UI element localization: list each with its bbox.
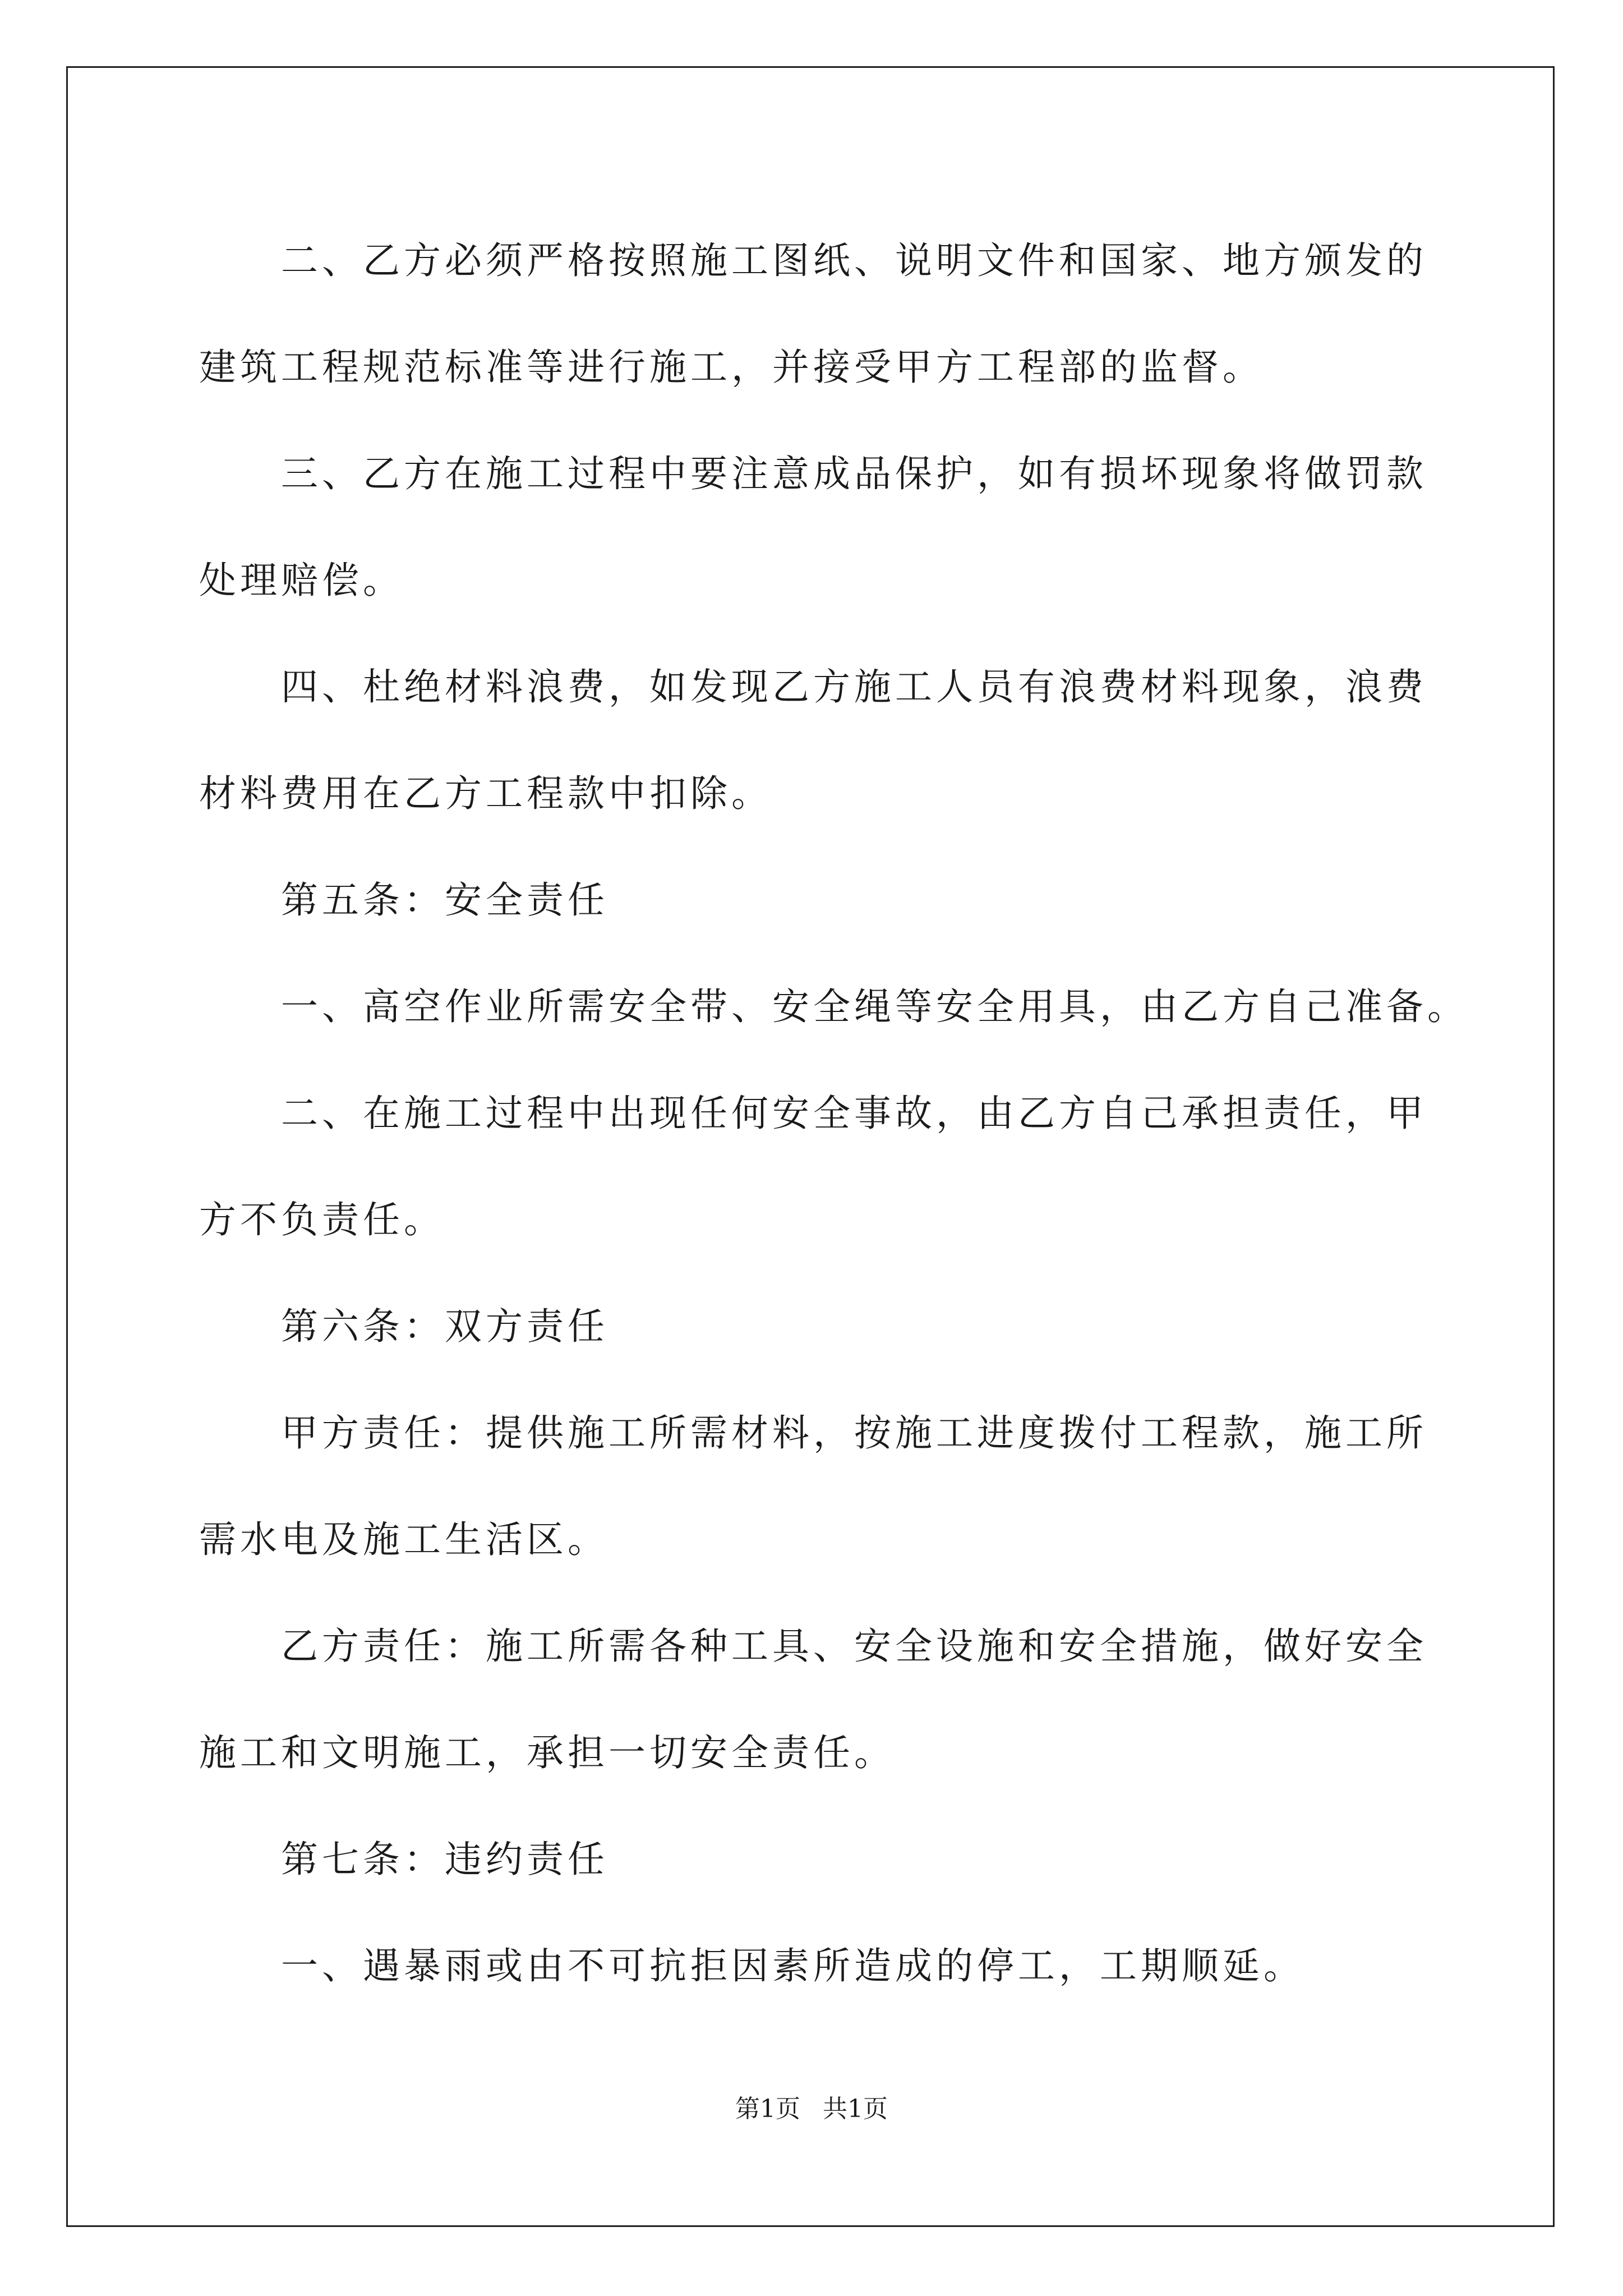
document-body xyxy=(199,208,1468,2019)
section-heading: 第六条：双方责任 xyxy=(281,1305,608,1348)
clause-line: 甲方责任：提供施工所需材料，按施工进度拨付工程款，施工所 xyxy=(281,1411,1427,1455)
clause-line: 材料费用在乙方工程款中扣除。 xyxy=(199,772,772,815)
clause-line: 建筑工程规范标准等进行施工，并接受甲方工程部的监督。 xyxy=(199,346,1264,389)
clause-line: 方不负责任。 xyxy=(199,1198,445,1241)
clause-line: 处理赔偿。 xyxy=(199,559,404,602)
page-number-total: 共1页 xyxy=(823,2095,888,2123)
clause-line: 二、乙方必须严格按照施工图纸、说明文件和国家、地方颁发的 xyxy=(281,239,1427,282)
page-number-current: 第1页 xyxy=(735,2095,800,2123)
section-heading: 第七条：违约责任 xyxy=(281,1838,608,1881)
clause-line: 二、在施工过程中出现任何安全事故，由乙方自己承担责任，甲 xyxy=(281,1092,1427,1135)
clause-line: 施工和文明施工，承担一切安全责任。 xyxy=(199,1731,895,1774)
clause-line: 乙方责任：施工所需各种工具、安全设施和安全措施，做好安全 xyxy=(281,1625,1427,1668)
clause-line: 需水电及施工生活区。 xyxy=(199,1518,608,1561)
clause-line: 三、乙方在施工过程中要注意成品保护，如有损坏现象将做罚款 xyxy=(281,452,1427,495)
clause-line: 四、杜绝材料浪费，如发现乙方施工人员有浪费材料现象，浪费 xyxy=(281,665,1427,708)
page-footer xyxy=(0,2092,1623,2126)
clause-line: 一、高空作业所需安全带、安全绳等安全用具，由乙方自己准备。 xyxy=(281,985,1468,1028)
clause-line: 一、遇暴雨或由不可抗拒因素所造成的停工，工期顺延。 xyxy=(281,1944,1304,1987)
section-heading: 第五条：安全责任 xyxy=(281,878,608,922)
